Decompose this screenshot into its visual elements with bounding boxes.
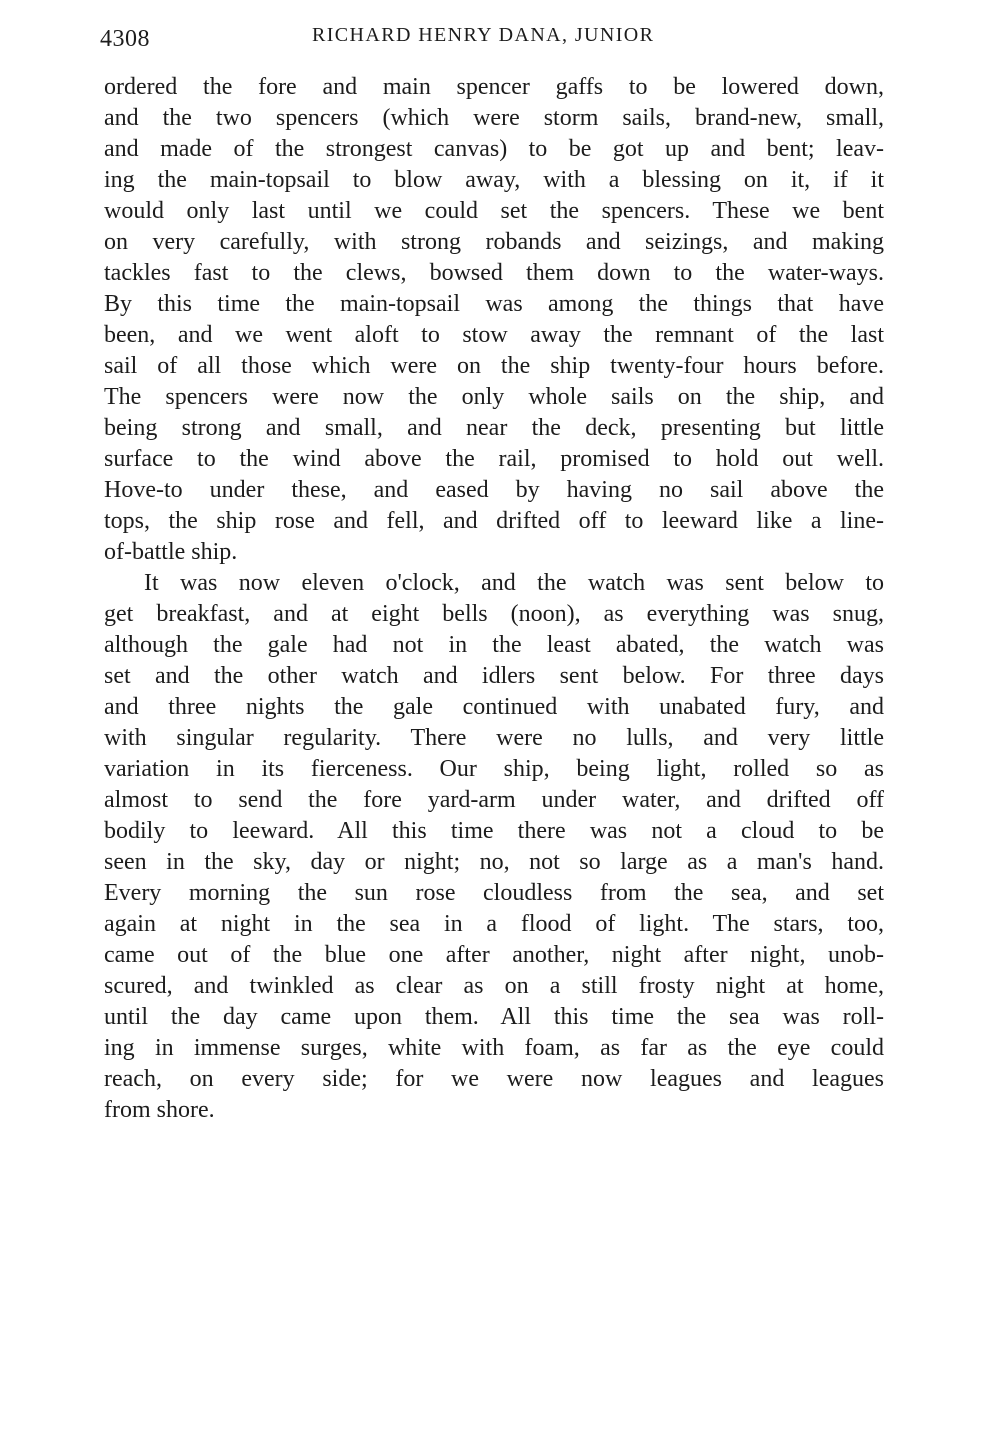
text-line: sail of all those which were on the ship twenty-four hours before. bbox=[104, 353, 884, 379]
text-line: The spencers were now the only whole sails on the ship, and bbox=[104, 384, 884, 410]
text-line: being strong and small, and near the deck, presenting but little bbox=[104, 415, 884, 441]
text-line: from shore. bbox=[104, 1097, 215, 1123]
text-line: came out of the blue one after another, night after night, unob- bbox=[104, 942, 884, 968]
text-line: variation in its fierceness. Our ship, being light, rolled so as bbox=[104, 756, 884, 782]
text-line: and made of the strongest canvas) to be got up and bent; leav- bbox=[104, 136, 884, 162]
text-line: of-battle ship. bbox=[104, 539, 238, 565]
text-line: ing in immense surges, white with foam, as far as the eye could bbox=[104, 1035, 884, 1061]
text-line: tackles fast to the clews, bowsed them down to the water-ways. bbox=[104, 260, 884, 286]
text-line: with singular regularity. There were no lulls, and very little bbox=[104, 725, 884, 751]
text-line: almost to send the fore yard-arm under water, and drifted off bbox=[104, 787, 884, 813]
text-line: been, and we went aloft to stow away the remnant of the last bbox=[104, 322, 884, 348]
text-line: get breakfast, and at eight bells (noon), as everything was snug, bbox=[104, 601, 884, 627]
running-title: RICHARD HENRY DANA, JUNIOR bbox=[312, 24, 655, 46]
text-line: on very carefully, with strong robands and seizings, and making bbox=[104, 229, 884, 255]
text-line: set and the other watch and idlers sent below. For three days bbox=[104, 663, 884, 689]
text-line: although the gale had not in the least abated, the watch was bbox=[104, 632, 884, 658]
text-line: and three nights the gale continued with unabated fury, and bbox=[104, 694, 884, 720]
text-line: bodily to leeward. All this time there was not a cloud to be bbox=[104, 818, 884, 844]
text-line: tops, the ship rose and fell, and drifted off to leeward like a line- bbox=[104, 508, 884, 534]
text-line: surface to the wind above the rail, promised to hold out well. bbox=[104, 446, 884, 472]
text-line: By this time the main-topsail was among the things that have bbox=[104, 291, 884, 317]
text-line: until the day came upon them. All this time the sea was roll- bbox=[104, 1004, 884, 1030]
text-line: ing the main-topsail to blow away, with a blessing on it, if it bbox=[104, 167, 884, 193]
text-line: seen in the sky, day or night; no, not so large as a man's hand. bbox=[104, 849, 884, 875]
text-line: would only last until we could set the spencers. These we bent bbox=[104, 198, 884, 224]
text-line: Hove-to under these, and eased by having no sail above the bbox=[104, 477, 884, 503]
paragraph-2 bbox=[104, 568, 884, 1126]
text-line: and the two spencers (which were storm sails, brand-new, small, bbox=[104, 105, 884, 131]
text-line: It was now eleven o'clock, and the watch was sent below to bbox=[144, 570, 884, 596]
page-number: 4308 bbox=[100, 26, 150, 52]
text-line: reach, on every side; for we were now leagues and leagues bbox=[104, 1066, 884, 1092]
paragraph-1 bbox=[104, 72, 884, 568]
text-line: again at night in the sea in a flood of light. The stars, too, bbox=[104, 911, 884, 937]
text-line: scured, and twinkled as clear as on a still frosty night at home, bbox=[104, 973, 884, 999]
text-line: ordered the fore and main spencer gaffs to be lowered down, bbox=[104, 74, 884, 100]
body-text bbox=[104, 72, 884, 1126]
text-line: Every morning the sun rose cloudless from the sea, and set bbox=[104, 880, 884, 906]
running-head bbox=[100, 22, 890, 52]
